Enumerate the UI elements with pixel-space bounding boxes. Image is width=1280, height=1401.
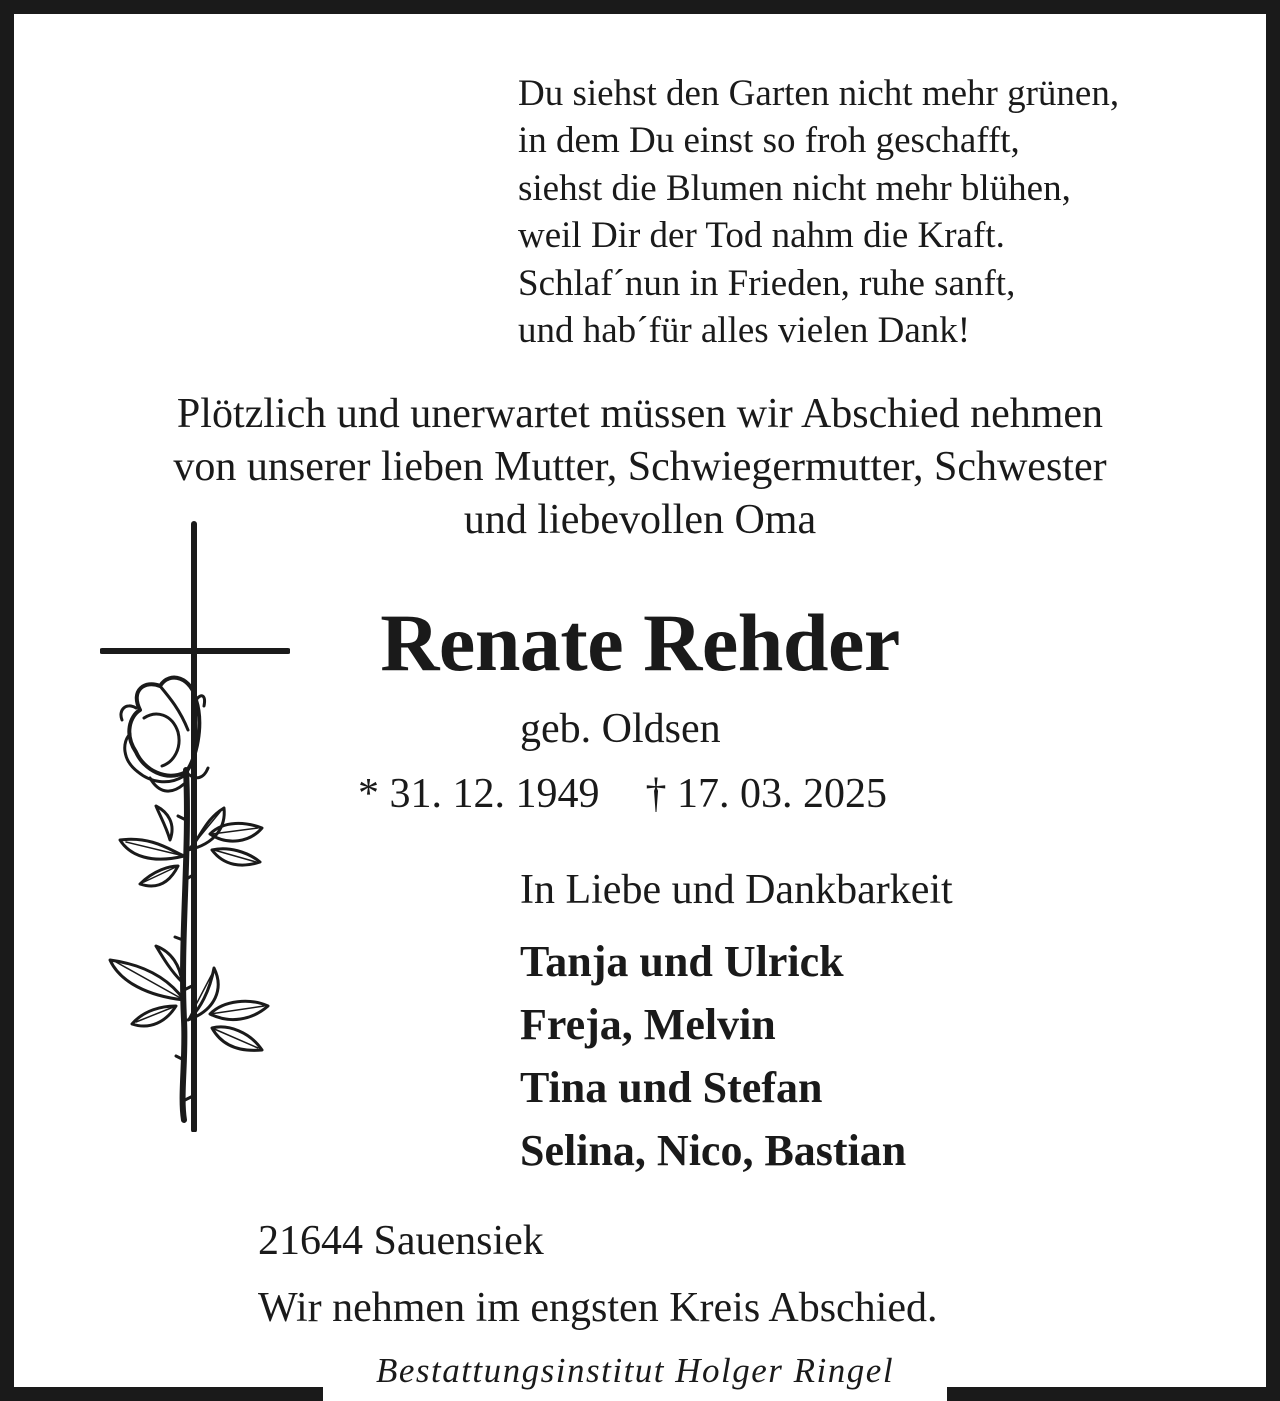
announcement-line: und liebevollen Oma [463, 497, 817, 543]
announcement-line: von unserer lieben Mutter, Schwiegermutter, Schwester [173, 444, 1107, 490]
farewell-note: Wir nehmen im engsten Kreis Abschied. [258, 1285, 938, 1331]
mourner-entry: Tina und Stefan [520, 1063, 823, 1112]
thanks-line: In Liebe und Dankbarkeit [520, 867, 953, 913]
birth-date: * 31. 12. 1949 [358, 771, 600, 817]
deceased-name: Renate Rehder [380, 597, 900, 688]
poem-line: Du siehst den Garten nicht mehr grünen, [518, 73, 1120, 114]
announcement-line: Plötzlich und unerwartet müssen wir Abschied nehmen [176, 391, 1104, 437]
mourner-list [520, 930, 906, 1182]
undertaker-credit: Bestattungsinstitut Holger Ringel [375, 1351, 895, 1390]
address: 21644 Sauensiek [258, 1218, 544, 1264]
mourner-entry: Tanja und Ulrick [520, 937, 844, 986]
poem-line: und hab´für alles vielen Dank! [518, 310, 971, 352]
bottom-rule-right [947, 1387, 1280, 1401]
maiden-name: geb. Oldsen [520, 706, 721, 752]
mourner-entry: Selina, Nico, Bastian [520, 1126, 907, 1175]
poem [518, 70, 1238, 354]
poem-line: weil Dir der Tod nahm die Kraft. [518, 215, 1005, 257]
poem-line: siehst die Blumen nicht mehr blühen, [518, 167, 1071, 209]
life-dates [358, 768, 887, 820]
poem-line: in dem Du einst so froh geschafft, [518, 120, 1020, 162]
bottom-rule-left [0, 1387, 323, 1401]
death-date: † 17. 03. 2025 [645, 771, 887, 817]
poem-line: Schlaf´nun in Frieden, ruhe sanft, [518, 262, 1016, 304]
mourner-entry: Freja, Melvin [520, 1000, 776, 1049]
